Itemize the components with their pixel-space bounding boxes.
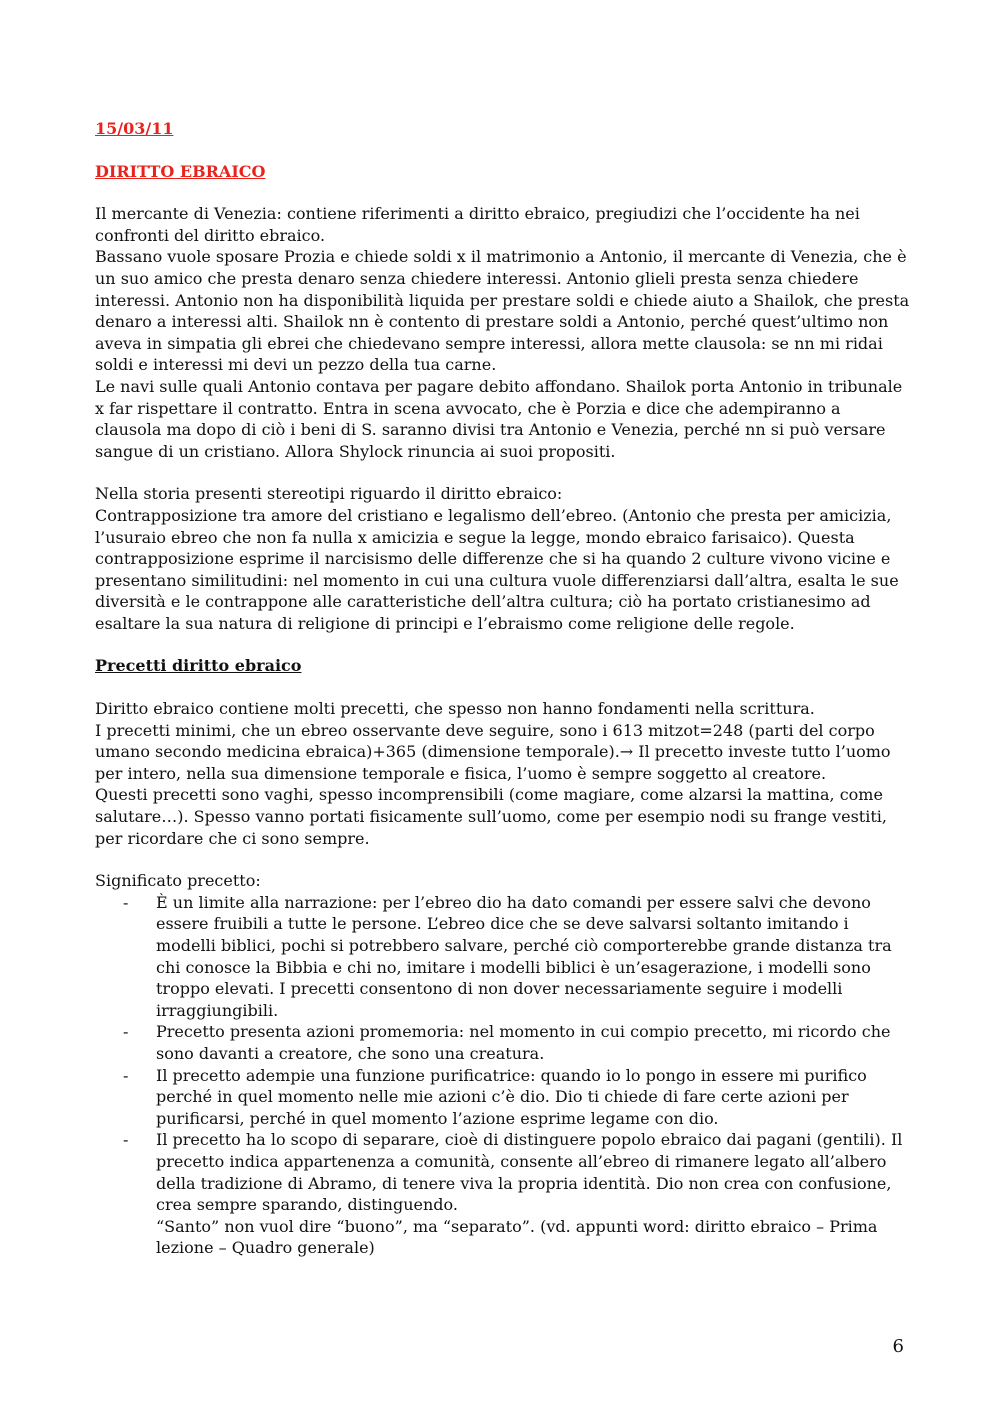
list-item [123, 1065, 910, 1130]
page-number: 6 [892, 1336, 904, 1357]
dash-bullet: - [123, 1065, 129, 1085]
list-item-text: È un limite alla narrazione: per l’ebreo dio ha dato comandi per essere salvi che devono essere fruibili a tutte le persone. L’ebreo dice che se deve salvarsi soltanto imitando i modelli biblici, pochi si potrebbero salvare, perché ciò comporterebbe grande distanza tra chi conosce la Bibbia e chi no, imitare i modelli biblici è un’esagerazione, i modelli sono troppo elevati. I precetti consentono di non dover necessariamente seguire i modelli irraggiungibili. [156, 892, 892, 1020]
list-item-text: Il precetto ha lo scopo di separare, cioè di distinguere popolo ebraico dai pagani (gentili). Il precetto indica appartenenza a comunità, consente all’ebreo di rimanere legato all’albero della tradizione di Abramo, di tenere viva la propria identità. Dio non crea con confusione, crea sempre sparando, distinguendo. [156, 1130, 903, 1215]
dash-bullet: - [123, 892, 129, 912]
intro-paragraph: Le navi sulle quali Antonio contava per pagare debito affondano. Shailok porta Antonio in tribunale x far rispettare il contratto. Entra in scena avvocato, che è Porzia e dice che adempiranno a clausola ma dopo di ciò i beni di S. saranno divisi tra Antonio e Venezia, perché nn si può versare sangue di un cristiano. Allora Shylock rinuncia ai suoi propositi. [95, 376, 903, 461]
dash-bullet: - [123, 1022, 129, 1042]
stereotypes-paragraph: Nella storia presenti stereotipi riguardo il diritto ebraico: [95, 484, 563, 504]
list-item [123, 1129, 910, 1259]
list-item [123, 1021, 910, 1064]
precetti-paragraph: I precetti minimi, che un ebreo osservante deve seguire, sono i 613 mitzot=248 (parti del corpo umano secondo medicina ebraica)+365 (dimensione temporale).→ Il precetto investe tutto l’uomo per intero, nella sua dimensione temporale e fisica, l’uomo è sempre soggetto al creatore. [95, 720, 891, 783]
precetti-paragraph: Questi precetti sono vaghi, spesso incomprensibili (come magiare, come alzarsi la mattina, come salutare…). Spesso vanno portati fisicamente sull’uomo, come per esempio nodi su frange vestiti, per ricordare che ci sono sempre. [95, 785, 887, 848]
stereotypes-paragraph: Contrapposizione tra amore del cristiano e legalismo dell’ebreo. (Antonio che presta per amicizia, l’usuraio ebreo che non fa nulla x amicizia e segue la legge, mondo ebraico farisaico). Questa contrapposizione esprime il narcisismo delle differenze che si ha quando 2 culture vivono vicine e presentano similitudini: nel momento in cui una cultura vuole differenziarsi dall’altra, esalta le sue diversità e le contrappone alle caratteristiche dell’altra cultura; ciò ha portato cristianesimo ad esaltare la sua natura di religione di principi e l’ebraismo come religione delle regole. [95, 505, 899, 633]
santo-note: “Santo” non vuol dire “buono”, ma “separato”. (vd. appunti word: diritto ebraico – Prima lezione – Quadro generale) [156, 1216, 878, 1258]
precetti-section [95, 698, 910, 849]
document-heading: DIRITTO EBRAICO [95, 161, 266, 181]
dash-bullet: - [123, 1130, 129, 1150]
intro-paragraph: Il mercante di Venezia: contiene riferimenti a diritto ebraico, pregiudizi che l’occidente ha nei confronti del diritto ebraico. [95, 204, 860, 245]
precetti-heading: Precetti diritto ebraico [95, 656, 302, 676]
list-item-text: Precetto presenta azioni promemoria: nel momento in cui compio precetto, mi ricordo che sono davanti a creatore, che sono una creatura. [156, 1022, 891, 1063]
lecture-date: 15/03/11 [95, 119, 174, 138]
stereotypes-section [95, 483, 910, 634]
document-page [95, 118, 910, 1259]
significato-label: Significato precetto: [95, 871, 261, 891]
intro-paragraph: Bassano vuole sposare Prozia e chiede soldi x il matrimonio a Antonio, il mercante di Venezia, che è un suo amico che presta denaro senza chiedere interessi. Antonio glieli presta senza chiedere interessi. Antonio non ha disponibilità liquida per prestare soldi e chiede aiuto a Shailok, che presta denaro a interessi alti. Shailok nn è contento di prestare soldi a Antonio, perché quest’ultimo non aveva in simpatia gli ebrei che chiedevano sempre interessi, allora mette clausola: se nn mi ridai soldi e interessi mi devi un pezzo della tua carne. [95, 247, 910, 375]
list-item-text: Il precetto adempie una funzione purificatrice: quando io lo pongo in essere mi purifico perché in quel momento nelle mie azioni c’è dio. Dio ti chiede di fare certe azioni per purificarsi, perché in quel momento l’azione esprime legame con dio. [156, 1065, 867, 1128]
list-item [123, 892, 910, 1022]
intro-section [95, 203, 910, 462]
precetti-paragraph: Diritto ebraico contiene molti precetti, che spesso non hanno fondamenti nella scrittura. [95, 699, 815, 719]
significato-list [95, 892, 910, 1259]
